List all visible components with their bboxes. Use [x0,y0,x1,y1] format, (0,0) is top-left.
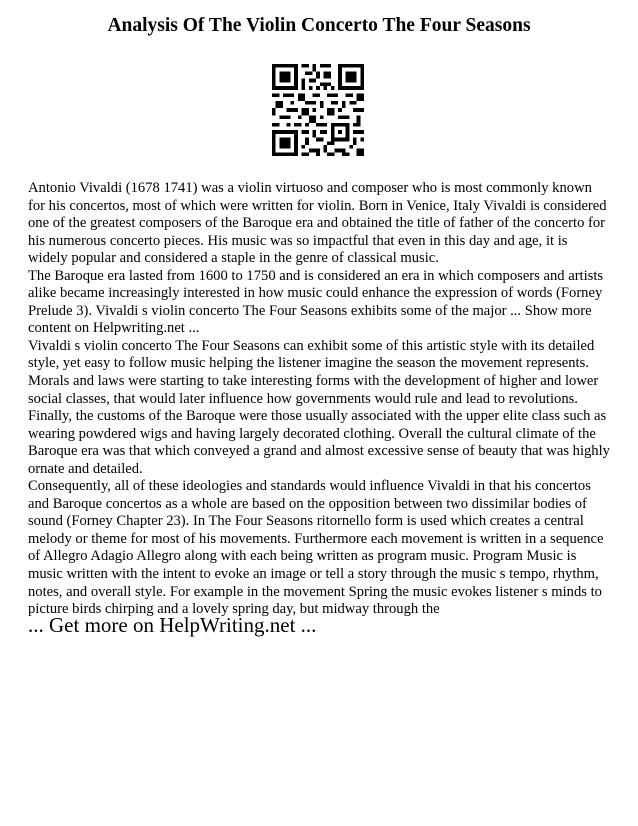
paragraph: Antonio Vivaldi (1678 1741) was a violin virtuoso and composer who is most commonly known for his concertos, most of which were written for violin. Born in Venice, Italy Vivaldi is considered one of the greatest composers of the Baroque era and obtained the title of father of the concerto for his numerous concerto pieces. His music was so impactful that even in this day and age, it is widely popular and considered a staple in the genre of classical music. [28,180,607,267]
qr-code-icon [272,64,364,156]
article-body [28,180,610,619]
get-more-link[interactable]: ... Get more on HelpWriting.net ... [28,613,317,637]
document-title: Analysis Of The Violin Concerto The Four Seasons [107,15,531,36]
paragraph: Vivaldi s violin concerto The Four Seasons can exhibit some of this artistic style with its detailed style, yet easy to follow music helping the listener imagine the season the movement represents. Morals and laws were starting to take interesting forms with the development of higher and lower social classes, that would later influence how governments would rule and lead to revolutions. Finally, the customs of the Baroque were those usually associated with the upper elite class such as wearing powdered wigs and having largely decorated clothing. Overall the cultural climate of the Baroque era was that which conveyed a grand and almost excessive sense of beauty that was highly ornate and detailed. [28,337,610,477]
paragraph: The Baroque era lasted from 1600 to 1750 and is considered an era in which composers and artists alike became increasingly interested in how music could enhance the expression of words (Forney Prelude 3). Vivaldi s violin concerto The Four Seasons exhibits some of the major ... Show more content on Helpwriting.net ... [28,267,604,337]
paragraph: Consequently, all of these ideologies and standards would influence Vivaldi in that his concertos and Baroque concertos as a whole are based on the opposition between two dissimilar bodies of sound (Forney Chapter 23). In The Four Seasons ritornello form is used which creates a central melody or theme for most of his movements. Furthermore each movement is written in a sequence of Allegro Adagio Allegro along with each being written as program music. Program Music is music written with the intent to evoke an image or tell a story through the music s tempo, rhythm, notes, and overall style. For example in the movement Spring the music evokes listener s minds to picture birds chirping and a lovely spring day, but midway through the [28,478,604,618]
